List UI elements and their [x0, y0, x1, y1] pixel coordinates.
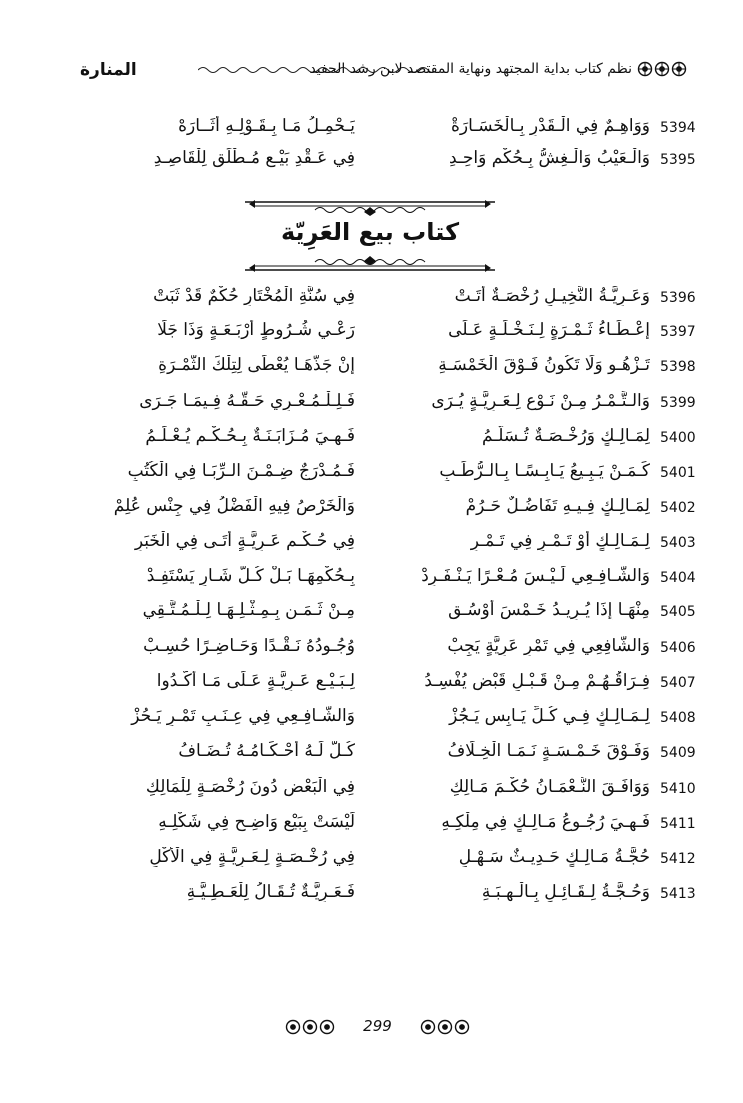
verse-row [0, 148, 743, 178]
verse-second-hemistich: رَعْـيِ شُـرُوطٍ أَرْبَـعَـةٍ وَذَا جَلَا [157, 320, 355, 340]
page-number: 299 [363, 1017, 392, 1035]
verse-row [0, 461, 743, 491]
verse-number: 5399 [660, 395, 696, 411]
verse-number: 5411 [660, 816, 696, 832]
verse-number: 5401 [660, 465, 696, 481]
verse-second-hemistich: لَيْسَتْ بِبَيْعٍ وَاضِـحٍ فِي شَكْلِـهِ [158, 812, 355, 832]
verse-row [0, 320, 743, 350]
verse-row [0, 882, 743, 912]
verse-second-hemistich: وَالشَّـافِـعِي فِي عِـنَـبٍ تَمْـرٍ يَـحُزْ [131, 706, 355, 726]
verse-second-hemistich: فِي الْبَعْضِ دُونَ رُخْصَـةٍ لِلْمَالِكِ [145, 777, 355, 797]
page-footer [280, 1016, 480, 1040]
verse-row [0, 671, 743, 701]
verse-second-hemistich: فِي حُـكْـمِ عَـرِيَّـةٍ أَتَـى فِي الْخَبَرِ [134, 531, 355, 551]
verse-first-hemistich: وَالشَّافِعِي فِي تَمْرِ عَرِيَّةٍ يَجِبْ [447, 636, 650, 656]
footer-ornament-left-icon [285, 1018, 335, 1036]
verse-second-hemistich: إِنْ جَذَّهَـا يُعْطَى لِتِلْكَ الثَّمْـرَةِ [158, 355, 355, 375]
verse-first-hemistich: مِنْهَـا إِذَا يُـرِيـدُ خَـمْسَ أَوْسُـقِ [448, 600, 650, 620]
verse-row [0, 286, 743, 316]
verse-number: 5407 [660, 675, 696, 691]
verse-number: 5409 [660, 745, 696, 761]
verse-row [0, 496, 743, 526]
verse-first-hemistich: وَالْـعَيْبُ وَالْـغِشُّ بِـحُكْمٍ وَاحِـدِ [448, 148, 650, 168]
verse-first-hemistich: وَوَافَـقَ النُّـعْمَـانُ حُكْـمَ مَـالِكِ [449, 777, 650, 797]
verse-first-hemistich: لِـمَـالِـكٍ فِـي كُـلِّ يَـابِسٍ يَـجُزْ [449, 706, 650, 726]
verse-second-hemistich: فَـهِـيَ مُـزَابَـنَـةٌ بِـحُـكْـمٍ يُـعْـلَـمُ [145, 426, 355, 446]
chapter-title: كتاب بيع العَرِيّة [280, 218, 460, 246]
verse-second-hemistich: بِـحُكْمِهَـا بَـلْ كُـلُّ شَـارٍ يَسْتَفِـدْ [146, 566, 355, 586]
verse-row [0, 116, 743, 146]
verse-number: 5402 [660, 500, 696, 516]
verse-second-hemistich: فِي عَـقْدِ بَيْـعٍ مُـطْلَقٍ لِلْقَاصِـدِ [153, 148, 355, 168]
verse-number: 5405 [660, 604, 696, 620]
verse-row [0, 847, 743, 877]
verse-number: 5403 [660, 535, 696, 551]
verse-row [0, 426, 743, 456]
verse-first-hemistich: فَـهِـيَ رُجُـوعُ مَـالِـكٍ فِي مِلْكِـهِ [441, 812, 650, 832]
verse-second-hemistich: فِي سُنَّةِ الْمُخْتَارِ حُكْمٌ قَدْ ثَبَتْ [153, 286, 355, 306]
verse-first-hemistich: لِـمَـالِـكٍ أَوْ تَـمْـرٍ فِي تَـمْـرِ [470, 531, 650, 551]
running-header [60, 58, 690, 88]
verse-second-hemistich: فَـمُـدْرَجٌ ضِـمْـنَ الـرِّبَـا فِي الْكُتُبِ [127, 461, 355, 481]
verse-row [0, 600, 743, 630]
verse-number: 5412 [660, 851, 696, 867]
header-ornament-icon [636, 60, 688, 78]
verse-second-hemistich: يَـحْمِـلُ مَـا بِـقَـوْلِـهِ أَثَــارَهْ [178, 116, 355, 136]
header-book-title: نظم كتاب بداية المجتهد ونهاية المقتصد لابن رشد الحفيد [309, 61, 632, 77]
verse-first-hemistich: وَوَاهِـمٌ فِي الْـقَدْرِ بِـالْخَسَـارَةْ [450, 116, 650, 136]
verse-first-hemistich: وَعَـرِيَّـةُ النَّخِيـلِ رُخْصَـةٌ أَتَـتْ [454, 286, 650, 306]
verse-number: 5410 [660, 781, 696, 797]
verse-first-hemistich: تَـزْهُـو وَلَا تَكُونُ فَـوْقَ الْخَمْسَـةِ [438, 355, 650, 375]
verse-number: 5394 [660, 120, 696, 136]
verse-second-hemistich: وَالْخَرْصُ فِيهِ الْفَضْلُ فِي جِنْسٍ عُلِمْ [113, 496, 355, 516]
verse-row [0, 566, 743, 596]
verse-first-hemistich: فِـرَاقُـهُـمْ مِـنْ قَـبْـلِ قَبْضٍ يُفْسِـدُ [424, 671, 650, 691]
verse-second-hemistich: وُجُـودُهُ نَـقْـدًا وَحَـاضِـرًا حُسِـبْ [143, 636, 355, 656]
verse-second-hemistich: لِـبَـيْـعِ عَـرِيَّـةٍ عَـلَى مَـا أَكَّـدُوا [156, 671, 355, 691]
verse-first-hemistich: وَفَـوْقَ خَـمْـسَـةٍ نَـمَـا الْخِـلَافُ [447, 741, 650, 761]
verse-row [0, 812, 743, 842]
verse-first-hemistich: وَالشَّـافِـعِي لَـيْـسَ مُـعْـرًا يَـنْـفَـرِدْ [421, 566, 650, 586]
verse-second-hemistich: فَـلِـلْـمُـعْـرِي حَـقُّـهُ فِـيمَـا جَـرَى [139, 391, 355, 411]
footer-ornament-right-icon [420, 1018, 470, 1036]
verse-first-hemistich: لِمَـالِـكٍ وَرُخْـصَـةٌ تُـسَلَّـمُ [481, 426, 650, 446]
chapter-divider-top-icon [245, 196, 495, 216]
verse-number: 5398 [660, 359, 696, 375]
verse-number: 5408 [660, 710, 696, 726]
verse-number: 5395 [660, 152, 696, 168]
verse-second-hemistich: فَـعَـرِيَّـةٌ تُـقَـالُ لِلْعَـطِـيَّـةِ [186, 882, 355, 902]
verse-number: 5396 [660, 290, 696, 306]
verse-first-hemistich: وَالـتَّـمْـرُ مِـنْ نَـوْعٍ لِـعَـرِيَّـةٍ يُـرَى [431, 391, 650, 411]
verse-number: 5406 [660, 640, 696, 656]
verse-first-hemistich: لِمَـالِـكٍ فِـيـهِ تَفَاضُـلٌ حَـرُمْ [465, 496, 650, 516]
verse-second-hemistich: مِـنْ ثَـمَـنٍ بِـمِـثْـلِـهَـا لِـلْـمُـتَّـقِي [142, 600, 355, 620]
verse-row [0, 355, 743, 385]
verse-row [0, 391, 743, 421]
verse-row [0, 777, 743, 807]
header-left-text: المنارة [80, 60, 137, 80]
verse-number: 5413 [660, 886, 696, 902]
verse-first-hemistich: وَحُـجَّـةُ لِـقَـائِـلٍ بِـالْـهِـبَـةِ [481, 882, 650, 902]
verse-second-hemistich: كُـلٌّ لَـهُ أَحْـكَـامُـهُ تُـضَـافُ [178, 741, 355, 761]
verse-number: 5400 [660, 430, 696, 446]
verse-first-hemistich: حُجَّـةُ مَـالِـكٍ حَـدِيـثٌ سَـهْـلِ [458, 847, 650, 867]
chapter-divider-bottom-icon [245, 256, 495, 276]
verse-row [0, 706, 743, 736]
verse-first-hemistich: إِعْـطَـاءُ ثَـمْـرَةٍ لِـنَـخْـلَـةٍ عَـلَى [448, 320, 650, 340]
verse-number: 5397 [660, 324, 696, 340]
verse-second-hemistich: فِي رُخْـصَـةٍ لِـعَـرِيَّـةٍ فِي الْأَكْلِ [149, 847, 355, 867]
verse-number: 5404 [660, 570, 696, 586]
verse-row [0, 741, 743, 771]
verse-row [0, 531, 743, 561]
verse-first-hemistich: كَـمَـنْ يَـبِـيعُ يَـابِـسًـا بِـالـرُّطَـبِ [439, 461, 650, 481]
verse-row [0, 636, 743, 666]
